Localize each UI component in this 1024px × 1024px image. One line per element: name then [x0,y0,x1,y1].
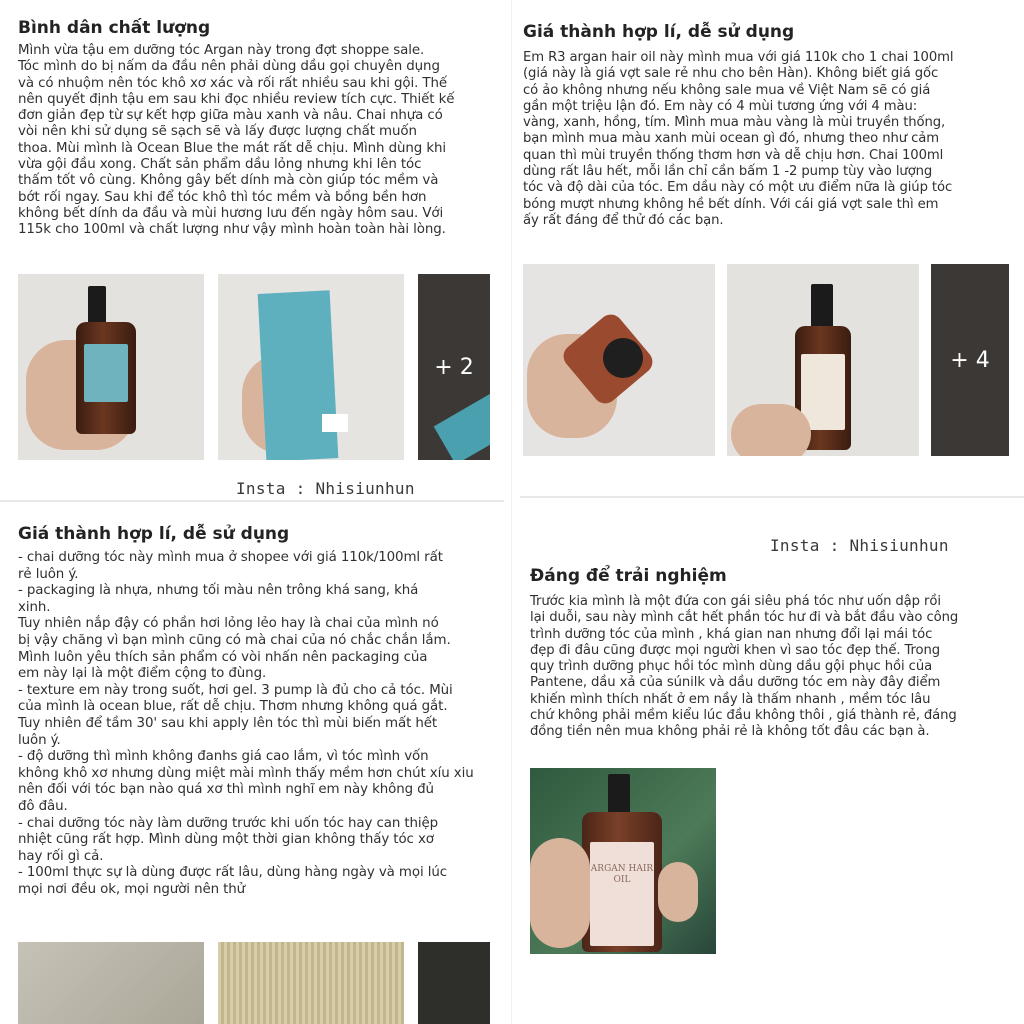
body-line: thấm tốt vô cùng. Không gây bết dính mà còn giúp tóc mềm và [18,173,439,189]
panel-3-body [18,550,474,898]
body-line: bóng mượt nhưng không hề bết dính. Với cái giá vợt sale thì em [523,196,939,212]
review-panel-2 [516,0,1024,496]
product-photo-texture-3[interactable] [418,942,490,1024]
body-line: dùng rất lâu hết, mỗi lần chỉ cần bấm 1 -2 pump tùy vào lượng [523,164,933,180]
divider-right [520,496,1024,498]
body-line: - độ dưỡng thì mình không đanhs giá cao lắm, vì tóc mình vốn [18,749,429,765]
product-photo-box[interactable] [218,274,404,460]
body-line: và có nhuộm nên tóc khô xơ xác và rối rất nhiều sau khi gội. Thế [18,75,448,91]
review-panel-1 [0,0,508,500]
body-line: lại duỗi, sau này mình cắt hết phần tóc hư đi và bắt đầu vào công [530,610,959,626]
body-line: - texture em này trong suốt, hơi gel. 3 pump là đủ cho cả tóc. Mùi [18,682,453,698]
product-photo-open-cap[interactable] [523,264,715,456]
body-line: Tuy nhiên nắp đậy có phần hơi lỏng lẻo hay là chai của mình nó [18,616,439,632]
body-line: nên quyết định tậu em sau khi đọc nhiều review tích cực. Thiết kế [18,91,455,107]
column-separator [511,0,512,1024]
body-line: Em R3 argan hair oil này mình mua với giá 110k cho 1 chai 100ml [523,50,954,65]
body-line: - chai dưỡng tóc này mình mua ở shopee với giá 110k/100ml rất [18,550,443,565]
body-line: Mình vừa tậu em dưỡng tóc Argan này trong đợt shoppe sale. [18,43,425,58]
review-panel-3 [0,510,508,1024]
body-line: nên đối với tóc bạn nào quá xơ thì mình nghĩ em này không đủ [18,782,434,798]
panel-4-body [530,594,958,741]
body-line: đẹp đi đâu cũng được mọi người khen vì sao tóc đẹp thế. Trong [530,642,941,658]
body-line: vòi nên khi sử dụng sẽ sạch sẽ và lấy được lượng chất muốn [18,124,417,140]
body-line: tóc và độ dài của tóc. Em dầu này có một ưu điểm nữa là giúp tóc [523,180,953,196]
body-line: 115k cho 100ml và chất lượng như vậy mình hoàn toàn hài lòng. [18,222,446,238]
body-line: Tóc mình do bị nấm da đầu nên phải dùng dầu gọi chuyên dụng [18,59,440,75]
body-line: thoa. Mùi mình là Ocean Blue the mát rất dễ chịu. Mình dùng khi [18,140,446,156]
panel-1-title: Bình dân chất lượng [18,18,211,38]
panel-3-title: Giá thành hợp lí, dễ sử dụng [18,524,290,544]
body-line: gần một triệu lận đó. Em này có 4 mùi tương ứng với 4 màu: [523,98,918,114]
body-line: Tuy nhiên để tầm 30' sau khi apply lên tóc thì mùi biến mất hết [18,715,438,731]
more-photos-count: + 2 [434,354,474,380]
product-photo-bottle[interactable] [727,264,919,456]
body-line: mọi nơi đều ok, mọi người nên thử [18,881,246,897]
body-line: quan thì mùi truyền thống thơm hơn và dễ chịu hơn. Chai 100ml [523,147,944,163]
product-photo-hand-bottle[interactable] [18,274,204,460]
body-line: Mình luôn yêu thích sản phẩm có vòi nhấn nên packaging của [18,649,428,665]
body-line: bớt rối ngay. Sau khi để tóc khô thì tóc mềm và bồng bền hơn [18,189,427,205]
body-line: của mình là ocean blue, rất dễ chịu. Thơm nhưng không quá gắt. [18,699,448,715]
more-photos-tile[interactable] [418,274,490,460]
watermark-text: Insta : Nhisiunhun [236,479,415,498]
body-line: - 100ml thực sự là dùng được rất lâu, dùng hàng ngày và mọi lúc [18,865,447,881]
body-line: có ảo không nhưng nếu không sale mua về Việt Nam sẽ có giá [523,82,931,98]
more-photos-count-2: + 4 [950,347,990,373]
body-line: quy trình dưỡng phục hồi tóc mình dùng dầu gội phục hồi của [530,659,933,675]
body-line: không bết dính da đầu và mùi hương lưu đến ngày hôm sau. Với [18,205,444,221]
product-photo-texture-2[interactable] [218,942,404,1024]
panel-2-title: Giá thành hợp lí, dễ sử dụng [523,22,795,42]
body-line: em này lại là một điểm cộng to đùng. [18,666,267,682]
product-photo-argan-bottle[interactable] [530,768,716,954]
body-line: - packaging là nhựa, nhưng tối màu nên trông khá sang, khá [18,583,419,599]
body-line: rẻ luôn ý. [18,566,79,582]
body-line: chứ không phải mềm kiểu lúc đầu không thôi , giá thành rẻ, đáng [530,708,957,724]
body-line: luôn ý. [18,732,61,748]
panel-1-body [18,43,454,239]
body-line: Pantene, dầu xả của súnilk và dầu dưỡng tóc em này đây điểm [530,675,941,691]
body-line: không khô xơ nhưng dùng miệt mài mình thấy mềm hơn chút xíu xiu [18,765,474,781]
body-line: khiến mình thích nhất ở em nầy là thấm nhanh , mềm tóc lâu [530,691,931,707]
bottle-label-text: ARGAN HAIR OIL [590,864,654,885]
body-line: vừa gội đầu xong. Chất sản phẩm dầu lỏng nhưng khi lên tóc [18,157,422,173]
body-line: bị vậy chăng vì bạn mình cũng có mà chai của nó chắc chắn lắm. [18,632,451,648]
body-line: đồng tiền nên mua không phải rẻ là không tốt đâu các bạn à. [530,724,930,740]
body-line: - chai dưỡng tóc này làm dưỡng trước khi uốn tóc hay can thiệp [18,815,439,831]
body-line: ấy rất đáng để thử đó các bạn. [523,212,724,228]
panel-2-body [523,50,953,229]
body-line: nhiệt cũng rất hợp. Mình dùng một thời gian không thấy tóc xơ [18,832,434,848]
watermark-text-2: Insta : Nhisiunhun [770,536,949,555]
divider-left [0,500,504,502]
body-line: trình dưỡng tóc của mình , khá gian nan nhưng đổi lại mái tóc [530,626,933,642]
body-line: (giá này là giá vợt sale rẻ nhu cho bên Hàn). Không biết giá gốc [523,66,939,82]
body-line: đơn giản đẹp từ sự kết hợp giữa màu xanh và nâu. Chai nhựa có [18,108,443,124]
review-panel-4 [516,510,1024,1024]
body-line: đô đâu. [18,798,68,814]
body-line: hay rối gì cả. [18,848,104,864]
panel-4-title: Đáng để trải nghiệm [530,566,727,586]
product-photo-texture-1[interactable] [18,942,204,1024]
body-line: vàng, xanh, hồng, tím. Mình mua màu vàng là mùi truyền thống, [523,115,946,131]
more-photos-tile-2[interactable] [931,264,1009,456]
body-line: bạn mình mua màu xanh mùi ocean gì đó, nhưng theo như cảm [523,131,939,147]
body-line: xinh. [18,599,51,615]
body-line: Trước kia mình là một đứa con gái siêu phá tóc như uốn dập rồi [530,594,941,609]
